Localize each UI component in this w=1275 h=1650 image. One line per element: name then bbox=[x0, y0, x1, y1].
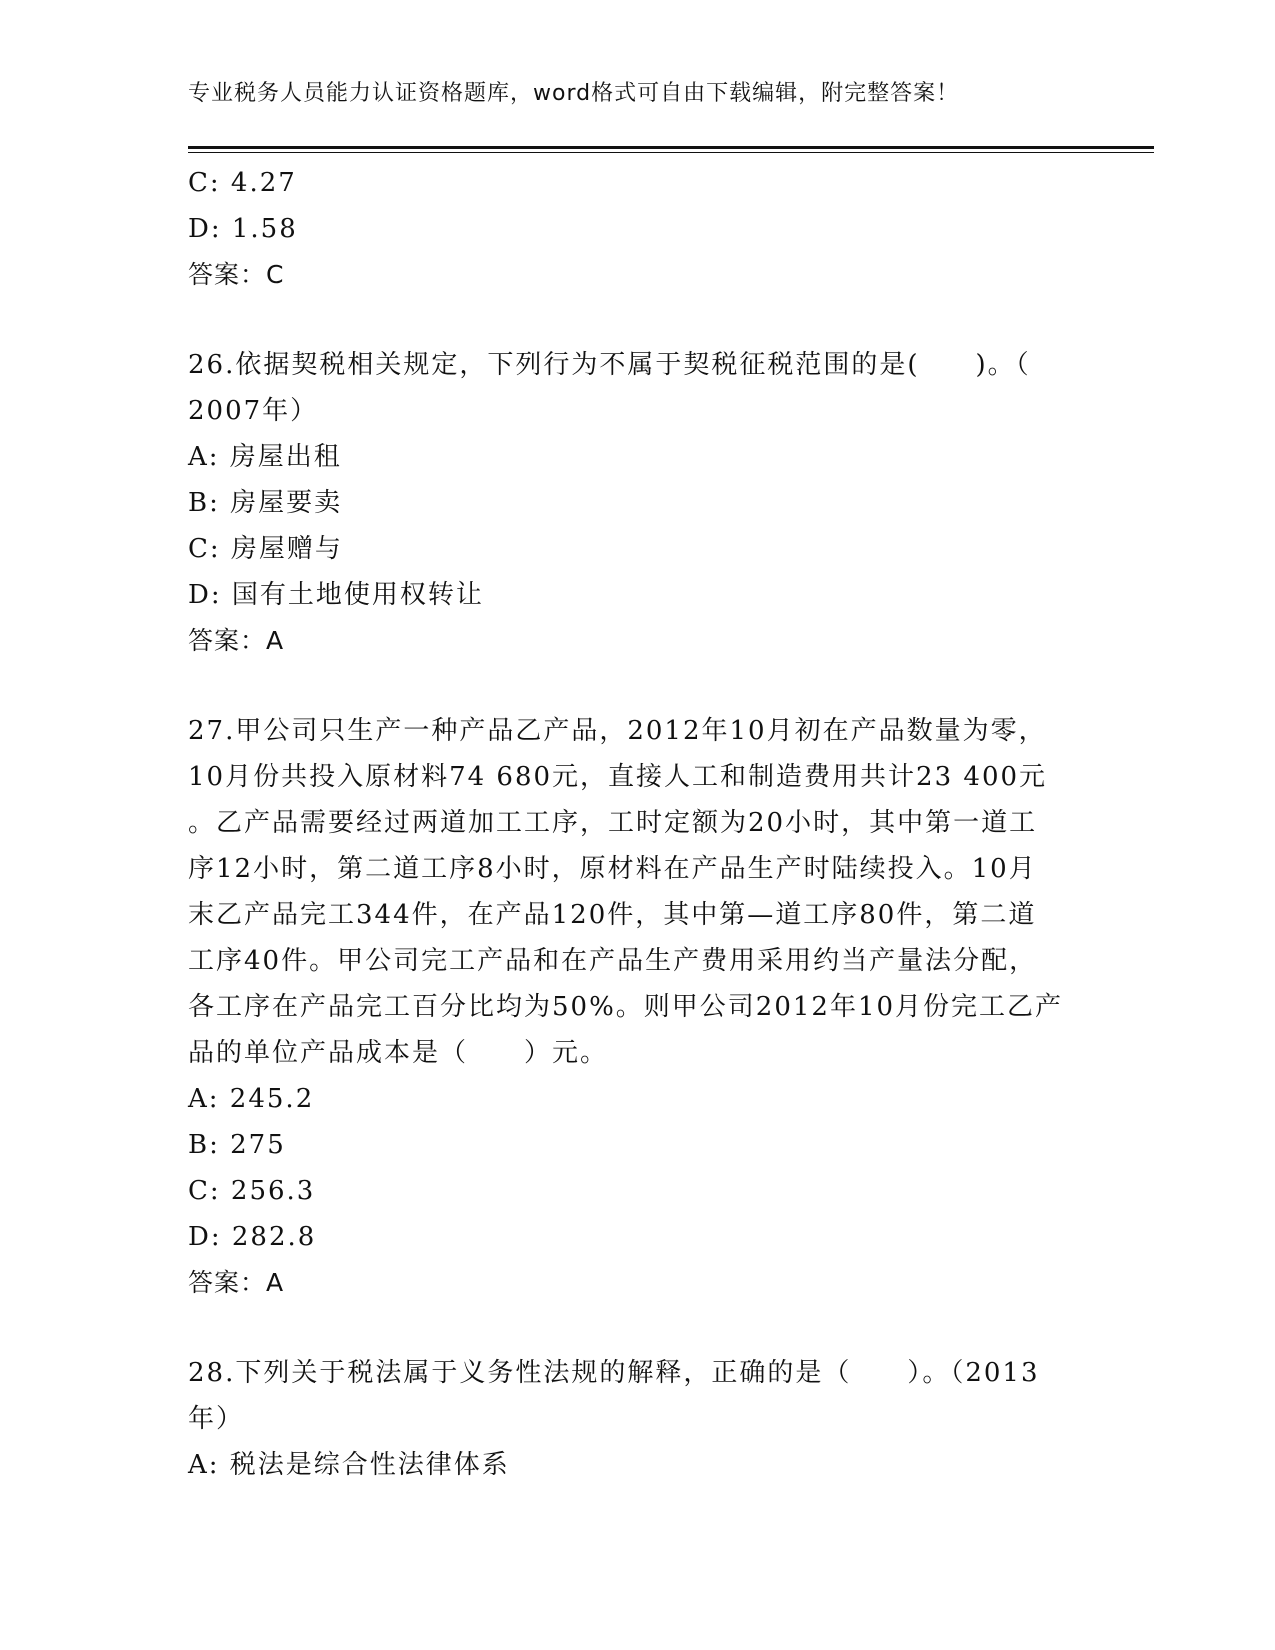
question-25-tail bbox=[188, 160, 1088, 298]
spacer bbox=[188, 298, 1088, 342]
question-content bbox=[188, 160, 1088, 1488]
option-c: C: 房屋赠与 bbox=[188, 534, 343, 564]
option-c: C: 256.3 bbox=[188, 1176, 316, 1206]
question-stem-line: 28.下列关于税法属于义务性法规的解释，正确的是（ ）。（2013 bbox=[188, 1358, 1040, 1388]
option-d: D: 国有土地使用权转让 bbox=[188, 580, 484, 610]
question-stem-line: 年） bbox=[188, 1404, 245, 1434]
option-d: D: 282.8 bbox=[188, 1222, 317, 1252]
option-a: A: 245.2 bbox=[188, 1084, 315, 1114]
question-stem-line: 末乙产品完工344件，在产品120件，其中第—道工序80件，第二道 bbox=[188, 900, 1037, 930]
option-d: D: 1.58 bbox=[188, 214, 298, 244]
question-stem-line: 品的单位产品成本是（ ）元。 bbox=[188, 1038, 609, 1068]
question-stem-line: 10月份共投入原材料74 680元，直接人工和制造费用共计23 400元 bbox=[188, 762, 1048, 792]
option-a: A: 税法是综合性法律体系 bbox=[188, 1450, 510, 1480]
question-stem-line: 。乙产品需要经过两道加工工序，工时定额为20小时，其中第一道工 bbox=[188, 808, 1038, 838]
spacer bbox=[188, 1306, 1088, 1350]
option-a: A: 房屋出租 bbox=[188, 442, 342, 472]
question-stem-line: 27.甲公司只生产一种产品乙产品，2012年10月初在产品数量为零， bbox=[188, 716, 1047, 746]
question-28 bbox=[188, 1350, 1088, 1488]
question-stem-line: 工序40件。甲公司完工产品和在产品生产费用采用约当产量法分配， bbox=[188, 946, 1038, 976]
header-rule-thick bbox=[188, 146, 1154, 149]
question-26 bbox=[188, 342, 1088, 664]
spacer bbox=[188, 664, 1088, 708]
answer-line: 答案：A bbox=[188, 1268, 285, 1297]
answer-line: 答案：C bbox=[188, 260, 285, 289]
option-c: C: 4.27 bbox=[188, 168, 297, 198]
question-stem-line: 各工序在产品完工百分比均为50%。则甲公司2012年10月份完工乙产 bbox=[188, 992, 1064, 1022]
page-header: 专业税务人员能力认证资格题库，word格式可自由下载编辑，附完整答案！ bbox=[188, 81, 960, 106]
option-b: B: 275 bbox=[188, 1130, 286, 1160]
answer-line: 答案：A bbox=[188, 626, 285, 655]
header-rule-thin bbox=[188, 152, 1154, 153]
question-stem-line: 2007年） bbox=[188, 396, 319, 426]
question-stem-line: 序12小时，第二道工序8小时，原材料在产品生产时陆续投入。10月 bbox=[188, 854, 1037, 884]
option-b: B: 房屋要卖 bbox=[188, 488, 343, 518]
question-stem-line: 26.依据契税相关规定，下列行为不属于契税征税范围的是( )。（ bbox=[188, 350, 1031, 380]
question-27 bbox=[188, 708, 1088, 1306]
